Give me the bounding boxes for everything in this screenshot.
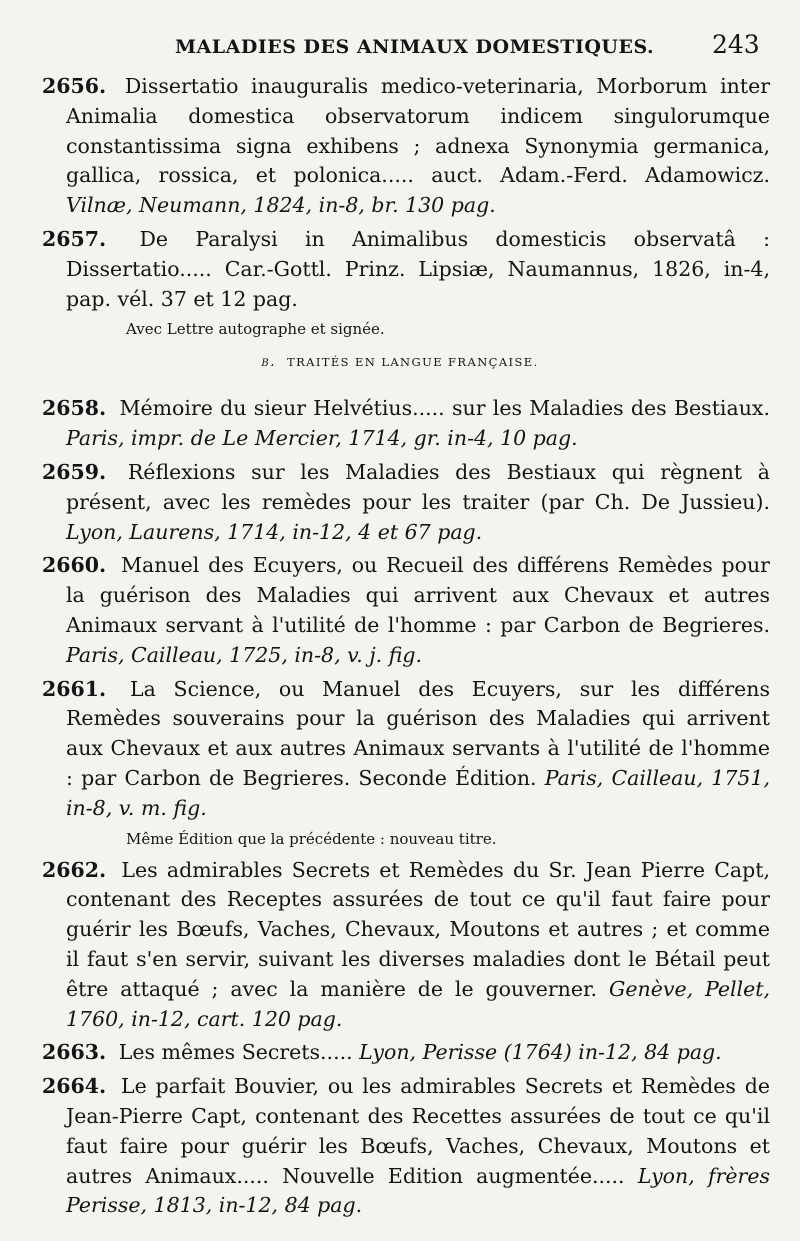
catalog-entry: [30, 458, 770, 547]
entry-number: 2656.: [42, 74, 107, 98]
entry-text: Réflexions sur les Maladies des Bestiaux qui règnent à présent, avec les remèdes pour les traiter (par Ch. De Jussieu).: [66, 459, 770, 514]
entry-number: 2660.: [42, 553, 107, 578]
entry-number: 2659.: [42, 459, 107, 484]
catalog-entry: [30, 225, 770, 314]
entry-number: 2661.: [42, 676, 107, 701]
catalog-entry: [30, 1038, 770, 1068]
entry-text: De Paralysi in Animalibus domesticis observatâ : Dissertatio..... Car.-Gottl. Prinz. Lipsiæ, Naumannus, 1826, in-4, pap. vél. 37 et 12 pag.: [66, 226, 770, 311]
entry-number: 2663.: [42, 1040, 107, 1065]
section-letter: b.: [261, 354, 276, 371]
catalog-entry: [30, 72, 770, 221]
section-heading: [30, 354, 770, 370]
entry-number: 2664.: [42, 1074, 107, 1099]
catalog-entry: [30, 1072, 770, 1221]
page-number: 243: [712, 30, 760, 59]
entry-text: Mémoire du sieur Helvétius..... sur les Maladies des Bestiaux.: [119, 396, 770, 421]
page-body: [30, 72, 770, 1225]
entry-publication: Paris, impr. de Le Mercier, 1714, gr. in-4, 10 pag.: [66, 426, 578, 451]
catalog-entry: [30, 551, 770, 670]
entry-text: Le parfait Bouvier, ou les admirables Secrets et Remèdes de Jean-Pierre Capt, contenant des Recettes assurées de tout ce qu'il faut faire pour guérir les Bœufs, Vaches, Chevaux, Moutons et autres Animaux..... Nouvelle Edition augmentée.....: [66, 1074, 770, 1188]
entry-text: La Science, ou Manuel des Ecuyers, sur les différens Remèdes souverains pour la guérison des Maladies qui arrivent aux Chevaux et aux autres Animaux servants à l'utilité de l'homme : par Carbon de Begrieres. Seconde Édition.: [66, 676, 770, 790]
entry-publication: Genève, Pellet, 1760, in-12, cart. 120 pag.: [66, 976, 771, 1031]
entry-number: 2657.: [42, 226, 107, 251]
catalog-entry: [30, 856, 770, 1035]
entry-text: Les mêmes Secrets.....: [118, 1040, 353, 1065]
entry-number: 2658.: [42, 396, 107, 421]
entry-note: Même Édition que la précédente : nouveau titre.: [126, 829, 497, 848]
page-header: [0, 30, 800, 66]
catalog-entry: [30, 394, 770, 454]
entry-text: Manuel des Ecuyers, ou Recueil des différens Remèdes pour la guérison des Maladies qui arrivent aux Chevaux et autres Animaux servant à l'utilité de l'homme : par Carbon de Begrieres.: [66, 553, 770, 637]
running-title: MALADIES DES ANIMAUX DOMESTIQUES.: [175, 36, 655, 58]
entry-text: Les admirables Secrets et Remèdes du Sr. Jean Pierre Capt, contenant des Receptes assurées de tout ce qu'il faut faire pour guérir les Bœufs, Vaches, Chevaux, Moutons et autres ; et comme il faut s'en servir, suivant les diverses maladies dont le Bétail peut être attaqué ; avec la manière de le gouverner.: [66, 857, 770, 1001]
entry-publication: Paris, Cailleau, 1751, in-8, v. m. fig.: [66, 765, 770, 820]
entry-publication: Vilnæ, Neumann, 1824, in-8, br. 130 pag.: [66, 193, 496, 218]
entry-publication: Lyon, Perisse (1764) in-12, 84 pag.: [359, 1040, 722, 1065]
entry-publication: Lyon, Laurens, 1714, in-12, 4 et 67 pag.: [66, 519, 483, 544]
entry-number: 2662.: [42, 857, 107, 882]
entry-publication: Lyon, frères Perisse, 1813, in-12, 84 pag.: [66, 1163, 770, 1218]
catalog-entry: [30, 675, 770, 824]
entry-publication: Paris, Cailleau, 1725, in-8, v. j. fig.: [66, 642, 423, 667]
entry-note: Avec Lettre autographe et signée.: [126, 320, 385, 339]
entry-text: Dissertatio inauguralis medico-veterinaria, Morborum inter Animalia domestica observatorum indicem singulorumque constantissima signa exhibens ; adnexa Synonymia germanica, gallica, rossica, et polonica..... auct. Adam.-Ferd. Adamowicz.: [66, 74, 770, 188]
section-title: TRAITÉS EN LANGUE FRANÇAISE.: [287, 355, 539, 370]
